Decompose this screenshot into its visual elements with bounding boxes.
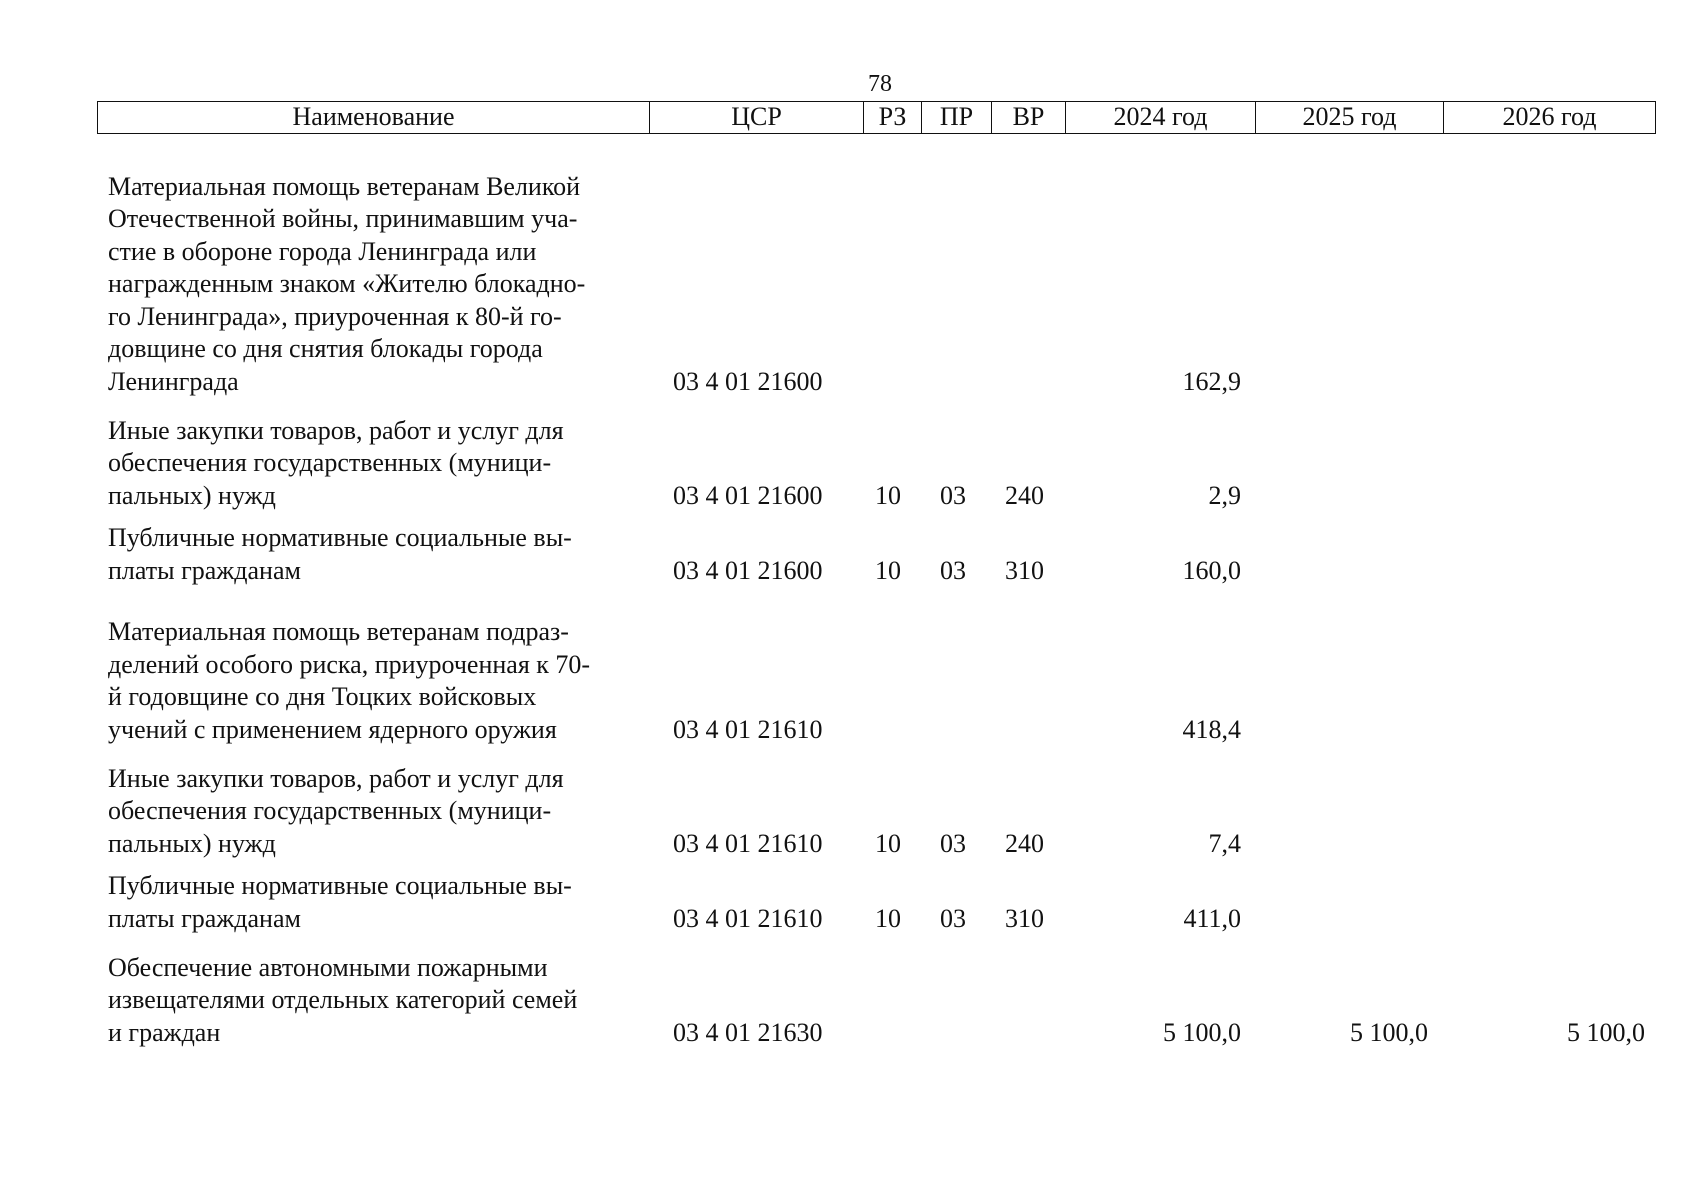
row-vr: 240 (1005, 480, 1044, 510)
row-rz: 10 (875, 480, 901, 510)
row-y2024: 7,4 (1208, 828, 1241, 858)
header-2024: 2024 год (1065, 102, 1255, 133)
row-name-line: стие в обороне города Ленинграда или (108, 236, 537, 266)
row-name-line: Иные закупки товаров, работ и услуг для (108, 763, 564, 793)
row-name-line: пальных) нужд (108, 480, 276, 510)
header-vr: ВР (991, 102, 1065, 133)
header-2025: 2025 год (1255, 102, 1443, 133)
row-csr: 03 4 01 21600 (673, 555, 823, 585)
row-csr: 03 4 01 21600 (673, 480, 823, 510)
row-vr: 310 (1005, 555, 1044, 585)
row-name-line: Материальная помощь ветеранам подраз- (108, 617, 569, 646)
row-csr: 03 4 01 21610 (673, 714, 823, 744)
row-name-line: Иные закупки товаров, работ и услуг для (108, 415, 564, 445)
row-rz: 10 (875, 828, 901, 858)
row-rz: 10 (875, 903, 901, 933)
row-name-line: награжденным знаком «Жителю блокадно- (108, 269, 586, 298)
page-number: 78 (868, 71, 892, 97)
row-pr: 03 (940, 903, 966, 933)
row-csr: 03 4 01 21600 (673, 366, 823, 396)
row-name-line: Публичные нормативные социальные вы- (108, 523, 572, 552)
row-name-line: Обеспечение автономными пожарными (108, 952, 548, 982)
row-name-line: Отечественной войны, принимавшим уча- (108, 204, 578, 233)
row-csr: 03 4 01 21610 (673, 828, 823, 858)
row-name-line: довщине со дня снятия блокады города (108, 334, 543, 363)
row-name-line: й годовщине со дня Тоцких войсковых (108, 682, 537, 711)
row-name-line: делений особого риска, приуроченная к 70- (108, 649, 591, 679)
row-pr: 03 (940, 480, 966, 510)
row-y2024: 2,9 (1208, 480, 1241, 510)
row-name-line: Ленинграда (108, 366, 239, 396)
row-name-line: учений с применением ядерного оружия (108, 714, 557, 744)
header-csr: ЦСР (649, 102, 863, 133)
header-rz: РЗ (863, 102, 921, 133)
row-pr: 03 (940, 828, 966, 858)
row-name-line: пальных) нужд (108, 828, 276, 858)
row-name-line: извещателями отдельных категорий семей (108, 985, 578, 1014)
row-csr: 03 4 01 21610 (673, 903, 823, 933)
header-name: Наименование (292, 102, 455, 131)
header-2026: 2026 год (1443, 102, 1655, 133)
row-y2024: 411,0 (1183, 903, 1241, 933)
row-y2024: 162,9 (1182, 366, 1241, 396)
row-rz: 10 (875, 555, 901, 585)
row-name-line: го Ленинграда», приуроченная к 80-й го- (108, 301, 562, 331)
row-y2024: 418,4 (1182, 714, 1241, 744)
row-name-line: и граждан (108, 1017, 221, 1047)
row-csr: 03 4 01 21630 (673, 1017, 823, 1047)
header-pr: ПР (921, 102, 991, 133)
row-y2026: 5 100,0 (1567, 1017, 1645, 1047)
row-vr: 240 (1005, 828, 1044, 858)
row-pr: 03 (940, 555, 966, 585)
row-name-line: обеспечения государственных (муници- (108, 796, 552, 825)
row-name-line: обеспечения государственных (муници- (108, 448, 552, 477)
row-name-line: платы гражданам (108, 555, 301, 585)
row-name-line: Публичные нормативные социальные вы- (108, 871, 572, 900)
row-y2025: 5 100,0 (1350, 1017, 1428, 1047)
row-vr: 310 (1005, 903, 1044, 933)
row-y2024: 160,0 (1182, 555, 1241, 585)
row-name (108, 952, 648, 1050)
row-y2024: 5 100,0 (1163, 1017, 1241, 1047)
row-name-line: платы гражданам (108, 903, 301, 933)
row-name-line: Материальная помощь ветеранам Великой (108, 171, 581, 201)
